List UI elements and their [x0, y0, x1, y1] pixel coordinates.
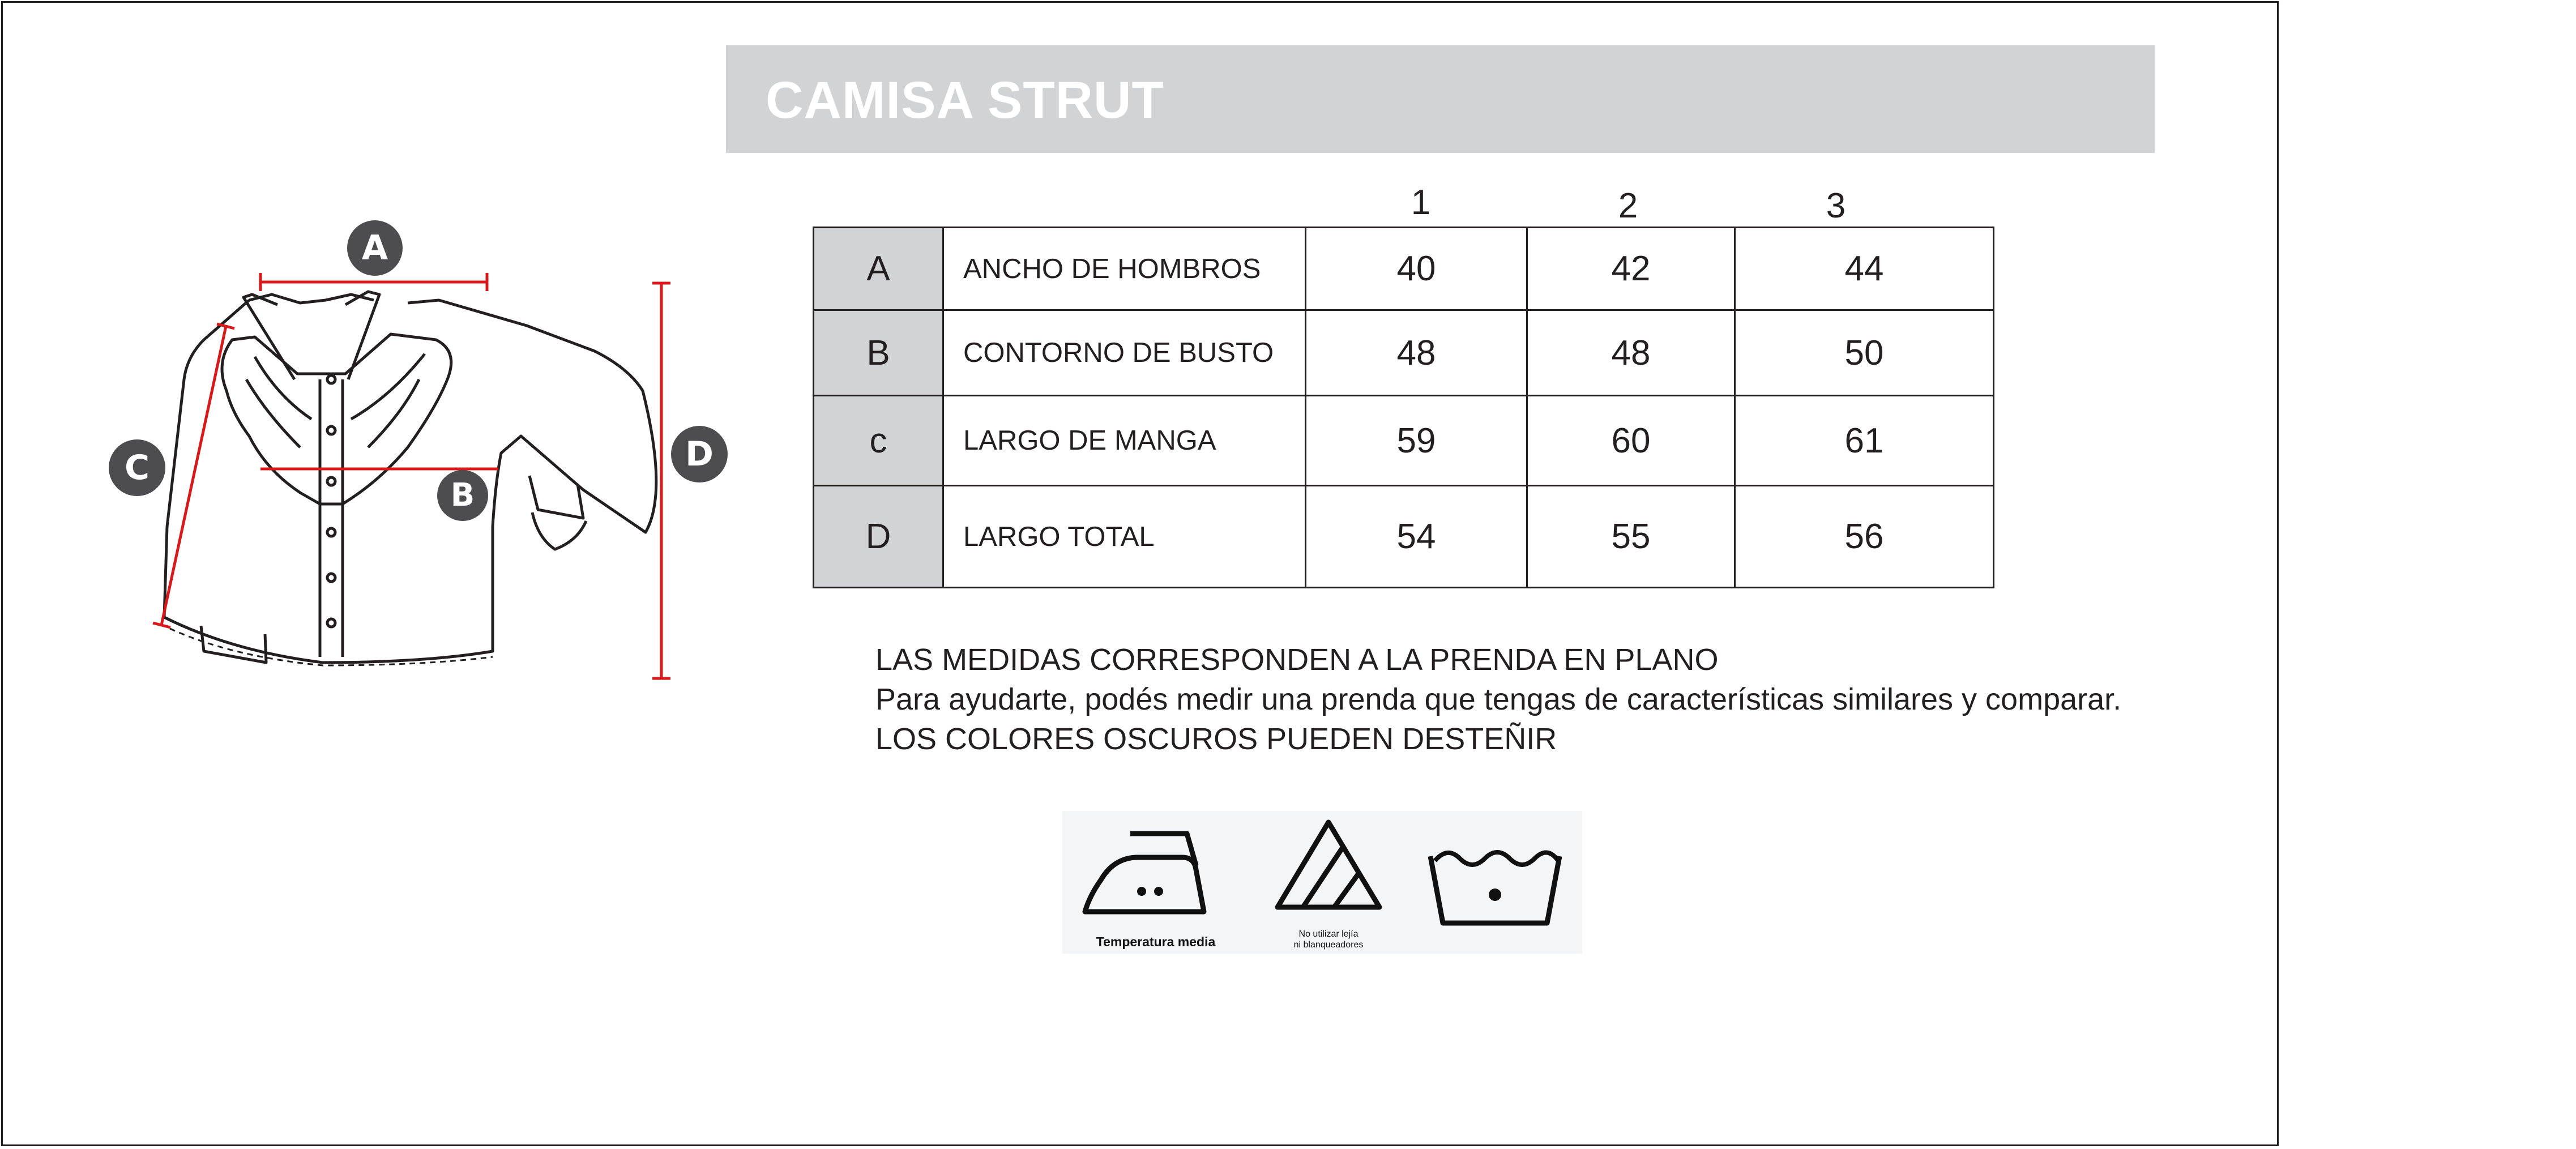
value-cell: 48 — [1306, 310, 1527, 396]
value-cell: 44 — [1735, 228, 1994, 310]
row-label: CONTORNO DE BUSTO — [943, 310, 1306, 396]
table-row — [814, 486, 1994, 588]
bleach-caption-line1: No utilizar lejía — [1298, 929, 1359, 939]
value-cell: 54 — [1306, 486, 1527, 588]
value-cell: 50 — [1735, 310, 1994, 396]
iron-medium-temperature-icon — [1062, 811, 1249, 924]
measurement-lines — [153, 273, 670, 678]
no-bleach-icon — [1249, 811, 1408, 924]
shirt-diagram — [85, 210, 719, 708]
row-letter: B — [814, 310, 943, 396]
size-header-1: 1 — [1411, 183, 1431, 222]
notes-block — [875, 640, 2121, 759]
row-letter: D — [814, 486, 943, 588]
badge-b: B — [437, 470, 488, 521]
table-row — [814, 396, 1994, 486]
bleach-caption — [1249, 929, 1408, 950]
measure-line-c — [161, 326, 226, 625]
product-title: CAMISA STRUT — [766, 71, 1164, 129]
badge-a: A — [347, 220, 403, 276]
iron-care-item — [1062, 811, 1249, 954]
value-cell: 60 — [1527, 396, 1735, 486]
note-help: Para ayudarte, podés medir una prenda que tengas de características similares y comparar. — [875, 682, 2122, 716]
value-cell: 48 — [1527, 310, 1735, 396]
value-cell: 56 — [1735, 486, 1994, 588]
bleach-care-item — [1249, 811, 1408, 954]
size-table — [813, 227, 1994, 588]
value-cell: 55 — [1527, 486, 1735, 588]
row-label: ANCHO DE HOMBROS — [943, 228, 1306, 310]
table-row — [814, 228, 1994, 310]
badge-c: C — [109, 439, 165, 496]
value-cell: 40 — [1306, 228, 1527, 310]
iron-caption: Temperatura media — [1096, 934, 1216, 949]
bleach-caption-line2: ni blanqueadores — [1293, 940, 1364, 950]
size-header-2: 2 — [1618, 186, 1638, 225]
care-symbols — [1062, 811, 1582, 954]
shirt-outline — [164, 292, 656, 665]
badge-d: D — [671, 426, 728, 482]
row-letter: c — [814, 396, 943, 486]
row-letter: A — [814, 228, 943, 310]
wash-care-item — [1408, 811, 1582, 954]
value-cell: 59 — [1306, 396, 1527, 486]
note-colors: LOS COLORES OSCUROS PUEDEN DESTEÑIR — [875, 722, 1557, 756]
title-banner — [726, 45, 2155, 153]
value-cell: 42 — [1527, 228, 1735, 310]
row-label: LARGO TOTAL — [943, 486, 1306, 588]
note-measures: LAS MEDIDAS CORRESPONDEN A LA PRENDA EN PLANO — [875, 643, 1719, 677]
value-cell: 61 — [1735, 396, 1994, 486]
wash-basin-icon — [1408, 811, 1582, 941]
row-label: LARGO DE MANGA — [943, 396, 1306, 486]
table-row — [814, 310, 1994, 396]
size-header-3: 3 — [1826, 186, 1846, 225]
